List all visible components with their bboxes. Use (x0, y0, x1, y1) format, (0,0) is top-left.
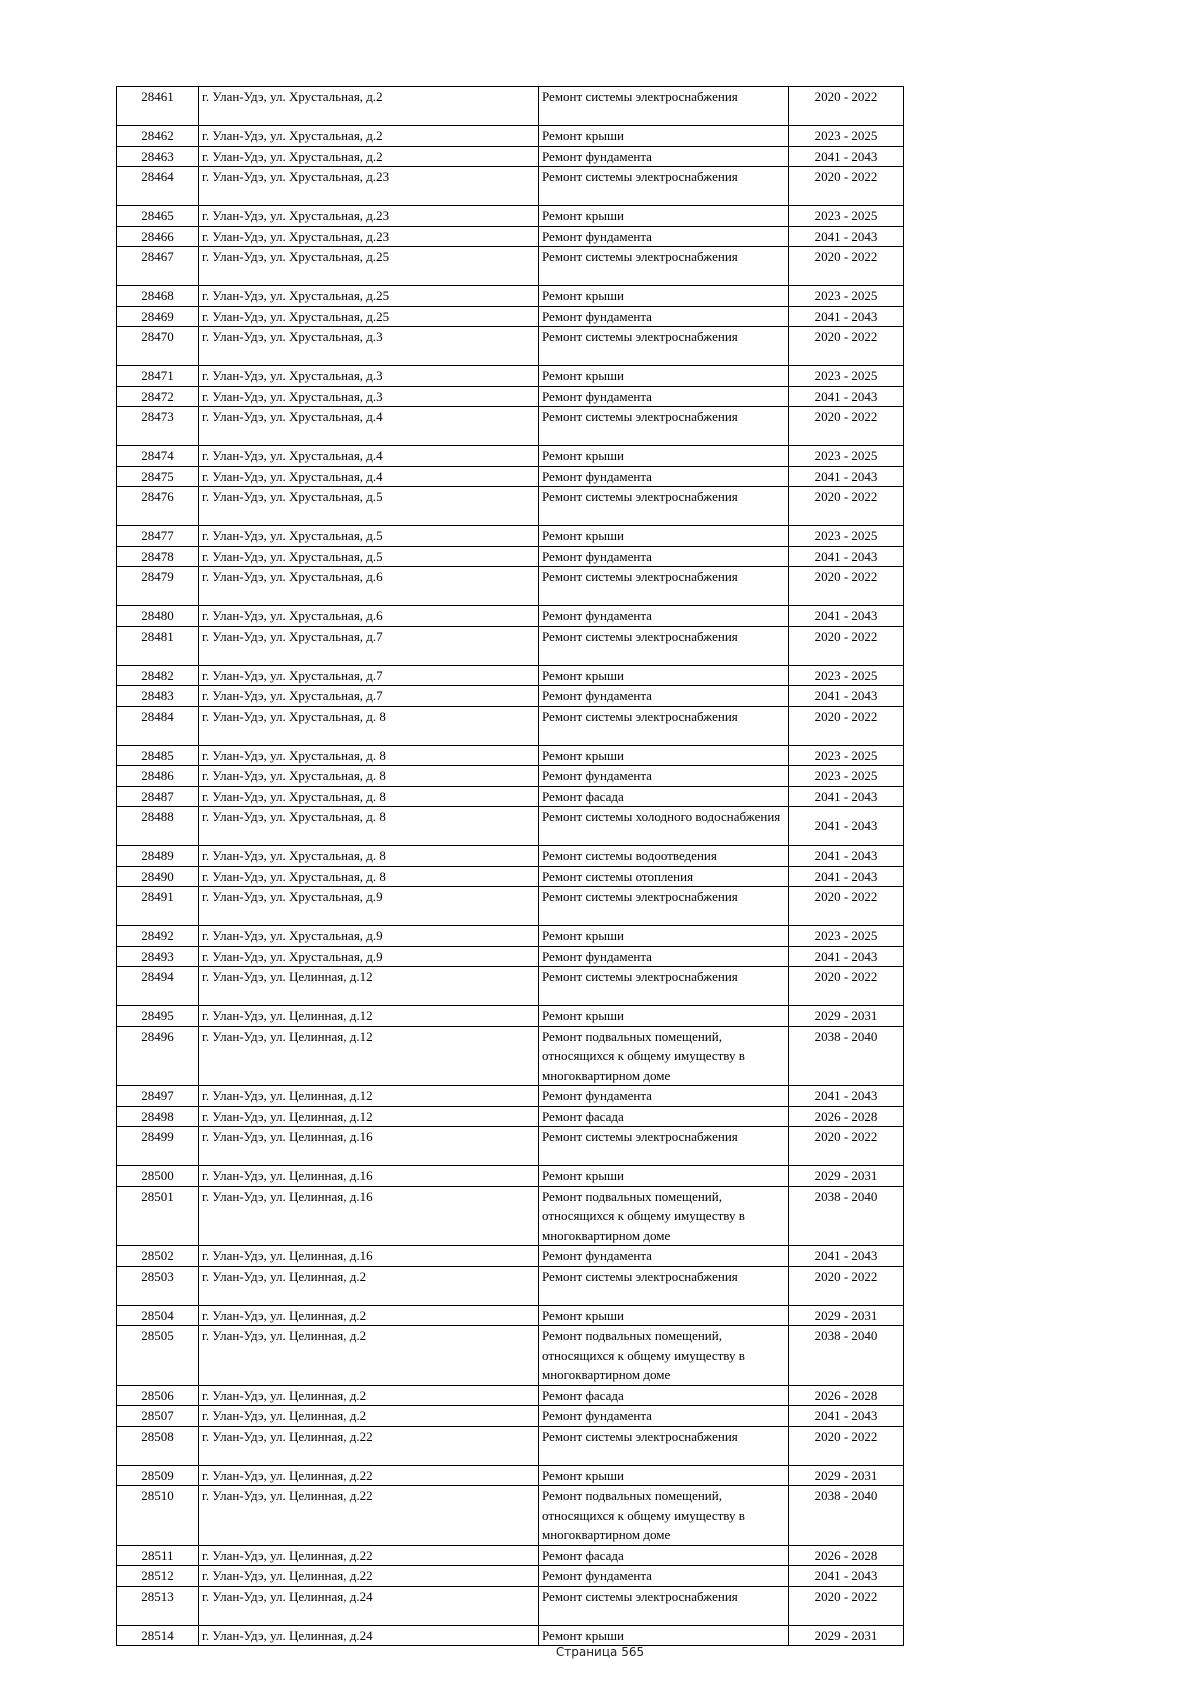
work-type-cell: Ремонт крыши (539, 665, 789, 686)
period-cell: 2023 - 2025 (789, 446, 904, 467)
work-type-cell: Ремонт системы электроснабжения (539, 706, 789, 745)
work-type-cell: Ремонт системы отопления (539, 866, 789, 887)
work-type-cell: Ремонт фундамента (539, 546, 789, 567)
row-id-cell: 28463 (117, 146, 199, 167)
period-cell: 2020 - 2022 (789, 1127, 904, 1166)
work-type-cell: Ремонт системы электроснабжения (539, 1266, 789, 1305)
row-id-cell: 28481 (117, 626, 199, 665)
address-cell: г. Улан-Удэ, ул. Хрустальная, д. 8 (199, 766, 539, 787)
table-row (117, 1625, 904, 1646)
address-cell: г. Улан-Удэ, ул. Целинная, д.22 (199, 1426, 539, 1465)
address-cell: г. Улан-Удэ, ул. Хрустальная, д.3 (199, 327, 539, 366)
table-row (117, 786, 904, 807)
period-cell: 2023 - 2025 (789, 286, 904, 307)
table-row (117, 386, 904, 407)
period-cell: 2041 - 2043 (789, 226, 904, 247)
table-row (117, 366, 904, 387)
work-type-cell: Ремонт фундамента (539, 1246, 789, 1267)
table-row (117, 1586, 904, 1625)
table-row (117, 626, 904, 665)
period-cell: 2041 - 2043 (789, 1566, 904, 1587)
address-cell: г. Улан-Удэ, ул. Целинная, д.2 (199, 1406, 539, 1427)
table-row (117, 926, 904, 947)
row-id-cell: 28514 (117, 1625, 199, 1646)
table-row (117, 407, 904, 446)
work-type-cell: Ремонт фундамента (539, 1566, 789, 1587)
table-row (117, 1166, 904, 1187)
period-cell: 2023 - 2025 (789, 206, 904, 227)
period-cell: 2029 - 2031 (789, 1625, 904, 1646)
period-cell: 2020 - 2022 (789, 887, 904, 926)
work-type-cell: Ремонт крыши (539, 745, 789, 766)
table-row (117, 1465, 904, 1486)
work-type-cell: Ремонт фасада (539, 1385, 789, 1406)
table-row (117, 226, 904, 247)
row-id-cell: 28482 (117, 665, 199, 686)
address-cell: г. Улан-Удэ, ул. Хрустальная, д.3 (199, 366, 539, 387)
period-cell: 2041 - 2043 (789, 386, 904, 407)
address-cell: г. Улан-Удэ, ул. Хрустальная, д.3 (199, 386, 539, 407)
row-id-cell: 28464 (117, 167, 199, 206)
table-row (117, 1385, 904, 1406)
table-row (117, 807, 904, 846)
address-cell: г. Улан-Удэ, ул. Целинная, д.22 (199, 1486, 539, 1546)
work-type-cell: Ремонт крыши (539, 1465, 789, 1486)
work-type-cell: Ремонт системы холодного водоснабжения (539, 807, 789, 846)
work-type-cell: Ремонт фасада (539, 786, 789, 807)
work-type-cell: Ремонт системы электроснабжения (539, 167, 789, 206)
work-type-cell: Ремонт крыши (539, 206, 789, 227)
address-cell: г. Улан-Удэ, ул. Хрустальная, д. 8 (199, 745, 539, 766)
period-cell: 2020 - 2022 (789, 706, 904, 745)
row-id-cell: 28491 (117, 887, 199, 926)
period-cell: 2041 - 2043 (789, 606, 904, 627)
table-row (117, 1086, 904, 1107)
table-row (117, 946, 904, 967)
address-cell: г. Улан-Удэ, ул. Целинная, д.22 (199, 1545, 539, 1566)
table-row (117, 567, 904, 606)
table-row (117, 87, 904, 126)
address-cell: г. Улан-Удэ, ул. Целинная, д.24 (199, 1586, 539, 1625)
row-id-cell: 28471 (117, 366, 199, 387)
row-id-cell: 28510 (117, 1486, 199, 1546)
row-id-cell: 28477 (117, 526, 199, 547)
table-row (117, 286, 904, 307)
address-cell: г. Улан-Удэ, ул. Целинная, д.2 (199, 1385, 539, 1406)
address-cell: г. Улан-Удэ, ул. Целинная, д.16 (199, 1186, 539, 1246)
work-type-cell: Ремонт системы электроснабжения (539, 327, 789, 366)
row-id-cell: 28487 (117, 786, 199, 807)
table-row (117, 1006, 904, 1027)
period-cell: 2023 - 2025 (789, 665, 904, 686)
address-cell: г. Улан-Удэ, ул. Хрустальная, д.4 (199, 407, 539, 446)
table-row (117, 606, 904, 627)
period-cell: 2041 - 2043 (789, 686, 904, 707)
work-type-cell: Ремонт подвальных помещений, относящихся к общему имуществу в многоквартирном доме (539, 1326, 789, 1386)
work-type-cell: Ремонт фундамента (539, 466, 789, 487)
work-type-cell: Ремонт системы электроснабжения (539, 1127, 789, 1166)
row-id-cell: 28493 (117, 946, 199, 967)
period-cell: 2026 - 2028 (789, 1545, 904, 1566)
period-cell: 2020 - 2022 (789, 327, 904, 366)
address-cell: г. Улан-Удэ, ул. Хрустальная, д.6 (199, 567, 539, 606)
row-id-cell: 28485 (117, 745, 199, 766)
row-id-cell: 28465 (117, 206, 199, 227)
period-cell: 2041 - 2043 (789, 846, 904, 867)
period-cell: 2041 - 2043 (789, 1406, 904, 1427)
period-cell: 2038 - 2040 (789, 1186, 904, 1246)
row-id-cell: 28509 (117, 1465, 199, 1486)
address-cell: г. Улан-Удэ, ул. Хрустальная, д.2 (199, 146, 539, 167)
row-id-cell: 28480 (117, 606, 199, 627)
address-cell: г. Улан-Удэ, ул. Хрустальная, д. 8 (199, 786, 539, 807)
table-row (117, 526, 904, 547)
period-cell: 2041 - 2043 (789, 786, 904, 807)
period-cell: 2041 - 2043 (789, 946, 904, 967)
address-cell: г. Улан-Удэ, ул. Целинная, д.12 (199, 1026, 539, 1086)
address-cell: г. Улан-Удэ, ул. Целинная, д.12 (199, 1006, 539, 1027)
work-type-cell: Ремонт фундамента (539, 1086, 789, 1107)
address-cell: г. Улан-Удэ, ул. Хрустальная, д.2 (199, 126, 539, 147)
address-cell: г. Улан-Удэ, ул. Хрустальная, д.23 (199, 226, 539, 247)
period-cell: 2023 - 2025 (789, 926, 904, 947)
row-id-cell: 28467 (117, 247, 199, 286)
work-type-cell: Ремонт фундамента (539, 226, 789, 247)
period-cell: 2020 - 2022 (789, 87, 904, 126)
row-id-cell: 28508 (117, 1426, 199, 1465)
address-cell: г. Улан-Удэ, ул. Целинная, д.24 (199, 1625, 539, 1646)
row-id-cell: 28494 (117, 967, 199, 1006)
table-row (117, 846, 904, 867)
table-row (117, 466, 904, 487)
work-type-cell: Ремонт фасада (539, 1545, 789, 1566)
work-type-cell: Ремонт крыши (539, 526, 789, 547)
period-cell: 2029 - 2031 (789, 1465, 904, 1486)
row-id-cell: 28483 (117, 686, 199, 707)
table-row (117, 1326, 904, 1386)
table-row (117, 1406, 904, 1427)
work-type-cell: Ремонт крыши (539, 926, 789, 947)
table-row (117, 1266, 904, 1305)
row-id-cell: 28478 (117, 546, 199, 567)
address-cell: г. Улан-Удэ, ул. Хрустальная, д.23 (199, 206, 539, 227)
period-cell: 2041 - 2043 (789, 546, 904, 567)
address-cell: г. Улан-Удэ, ул. Хрустальная, д.4 (199, 466, 539, 487)
address-cell: г. Улан-Удэ, ул. Целинная, д.16 (199, 1246, 539, 1267)
row-id-cell: 28499 (117, 1127, 199, 1166)
work-type-cell: Ремонт крыши (539, 1625, 789, 1646)
period-cell: 2041 - 2043 (789, 466, 904, 487)
table-row (117, 665, 904, 686)
address-cell: г. Улан-Удэ, ул. Хрустальная, д.7 (199, 686, 539, 707)
table-row (117, 1545, 904, 1566)
row-id-cell: 28497 (117, 1086, 199, 1107)
row-id-cell: 28461 (117, 87, 199, 126)
work-type-cell: Ремонт крыши (539, 286, 789, 307)
work-type-cell: Ремонт фундамента (539, 306, 789, 327)
work-type-cell: Ремонт подвальных помещений, относящихся к общему имуществу в многоквартирном доме (539, 1186, 789, 1246)
address-cell: г. Улан-Удэ, ул. Целинная, д.12 (199, 1086, 539, 1107)
row-id-cell: 28472 (117, 386, 199, 407)
table-row (117, 487, 904, 526)
row-id-cell: 28501 (117, 1186, 199, 1246)
work-type-cell: Ремонт системы электроснабжения (539, 247, 789, 286)
table-row (117, 1106, 904, 1127)
period-cell: 2020 - 2022 (789, 626, 904, 665)
table-row (117, 1246, 904, 1267)
period-cell: 2023 - 2025 (789, 366, 904, 387)
row-id-cell: 28503 (117, 1266, 199, 1305)
row-id-cell: 28489 (117, 846, 199, 867)
address-cell: г. Улан-Удэ, ул. Целинная, д.2 (199, 1326, 539, 1386)
table-row (117, 866, 904, 887)
period-cell: 2041 - 2043 (789, 1086, 904, 1107)
row-id-cell: 28500 (117, 1166, 199, 1187)
address-cell: г. Улан-Удэ, ул. Хрустальная, д.23 (199, 167, 539, 206)
address-cell: г. Улан-Удэ, ул. Хрустальная, д.9 (199, 887, 539, 926)
period-cell: 2023 - 2025 (789, 126, 904, 147)
address-cell: г. Улан-Удэ, ул. Целинная, д.2 (199, 1305, 539, 1326)
period-cell: 2023 - 2025 (789, 745, 904, 766)
address-cell: г. Улан-Удэ, ул. Хрустальная, д.5 (199, 546, 539, 567)
period-cell: 2020 - 2022 (789, 1586, 904, 1625)
table-row (117, 247, 904, 286)
table-row (117, 1566, 904, 1587)
repair-schedule-table (116, 86, 904, 1646)
row-id-cell: 28512 (117, 1566, 199, 1587)
work-type-cell: Ремонт крыши (539, 446, 789, 467)
address-cell: г. Улан-Удэ, ул. Хрустальная, д.9 (199, 946, 539, 967)
address-cell: г. Улан-Удэ, ул. Хрустальная, д. 8 (199, 807, 539, 846)
row-id-cell: 28466 (117, 226, 199, 247)
period-cell: 2038 - 2040 (789, 1326, 904, 1386)
table-row (117, 167, 904, 206)
row-id-cell: 28492 (117, 926, 199, 947)
period-cell: 2020 - 2022 (789, 167, 904, 206)
table-row (117, 1426, 904, 1465)
period-cell: 2041 - 2043 (789, 306, 904, 327)
row-id-cell: 28475 (117, 466, 199, 487)
page-number: Страница 565 (555, 1645, 645, 1659)
address-cell: г. Улан-Удэ, ул. Хрустальная, д.7 (199, 665, 539, 686)
work-type-cell: Ремонт фундамента (539, 1406, 789, 1427)
work-type-cell: Ремонт фасада (539, 1106, 789, 1127)
table-row (117, 126, 904, 147)
row-id-cell: 28502 (117, 1246, 199, 1267)
row-id-cell: 28462 (117, 126, 199, 147)
period-cell: 2029 - 2031 (789, 1305, 904, 1326)
address-cell: г. Улан-Удэ, ул. Хрустальная, д.4 (199, 446, 539, 467)
row-id-cell: 28476 (117, 487, 199, 526)
row-id-cell: 28479 (117, 567, 199, 606)
row-id-cell: 28490 (117, 866, 199, 887)
address-cell: г. Улан-Удэ, ул. Хрустальная, д. 8 (199, 846, 539, 867)
table-row (117, 1026, 904, 1086)
period-cell: 2020 - 2022 (789, 487, 904, 526)
work-type-cell: Ремонт системы электроснабжения (539, 887, 789, 926)
row-id-cell: 28488 (117, 807, 199, 846)
period-cell: 2020 - 2022 (789, 967, 904, 1006)
work-type-cell: Ремонт системы электроснабжения (539, 87, 789, 126)
row-id-cell: 28496 (117, 1026, 199, 1086)
period-cell: 2020 - 2022 (789, 1266, 904, 1305)
address-cell: г. Улан-Удэ, ул. Целинная, д.2 (199, 1266, 539, 1305)
work-type-cell: Ремонт системы электроснабжения (539, 407, 789, 446)
table-row (117, 686, 904, 707)
table-row (117, 306, 904, 327)
address-cell: г. Улан-Удэ, ул. Целинная, д.22 (199, 1465, 539, 1486)
work-type-cell: Ремонт системы электроснабжения (539, 567, 789, 606)
row-id-cell: 28473 (117, 407, 199, 446)
period-cell: 2023 - 2025 (789, 766, 904, 787)
period-cell: 2020 - 2022 (789, 1426, 904, 1465)
address-cell: г. Улан-Удэ, ул. Хрустальная, д.5 (199, 487, 539, 526)
period-cell: 2026 - 2028 (789, 1385, 904, 1406)
row-id-cell: 28484 (117, 706, 199, 745)
table-body (117, 87, 904, 1646)
row-id-cell: 28474 (117, 446, 199, 467)
work-type-cell: Ремонт крыши (539, 126, 789, 147)
table-row (117, 706, 904, 745)
row-id-cell: 28469 (117, 306, 199, 327)
row-id-cell: 28506 (117, 1385, 199, 1406)
work-type-cell: Ремонт системы электроснабжения (539, 487, 789, 526)
address-cell: г. Улан-Удэ, ул. Целинная, д.22 (199, 1566, 539, 1587)
work-type-cell: Ремонт подвальных помещений, относящихся к общему имуществу в многоквартирном доме (539, 1486, 789, 1546)
table-row (117, 546, 904, 567)
period-cell: 2041 - 2043 (789, 146, 904, 167)
address-cell: г. Улан-Удэ, ул. Хрустальная, д. 8 (199, 706, 539, 745)
work-type-cell: Ремонт фундамента (539, 146, 789, 167)
work-type-cell: Ремонт крыши (539, 1166, 789, 1187)
period-cell: 2020 - 2022 (789, 407, 904, 446)
work-type-cell: Ремонт системы электроснабжения (539, 626, 789, 665)
work-type-cell: Ремонт фундамента (539, 946, 789, 967)
table-row (117, 206, 904, 227)
address-cell: г. Улан-Удэ, ул. Хрустальная, д.2 (199, 87, 539, 126)
row-id-cell: 28511 (117, 1545, 199, 1566)
work-type-cell: Ремонт подвальных помещений, относящихся к общему имуществу в многоквартирном доме (539, 1026, 789, 1086)
period-cell: 2026 - 2028 (789, 1106, 904, 1127)
address-cell: г. Улан-Удэ, ул. Целинная, д.16 (199, 1166, 539, 1187)
table-row (117, 967, 904, 1006)
row-id-cell: 28486 (117, 766, 199, 787)
period-cell: 2038 - 2040 (789, 1026, 904, 1086)
row-id-cell: 28498 (117, 1106, 199, 1127)
row-id-cell: 28504 (117, 1305, 199, 1326)
address-cell: г. Улан-Удэ, ул. Хрустальная, д.25 (199, 286, 539, 307)
work-type-cell: Ремонт крыши (539, 1305, 789, 1326)
period-cell: 2041 - 2043 (789, 807, 904, 846)
work-type-cell: Ремонт фундамента (539, 686, 789, 707)
address-cell: г. Улан-Удэ, ул. Хрустальная, д.9 (199, 926, 539, 947)
address-cell: г. Улан-Удэ, ул. Хрустальная, д.25 (199, 247, 539, 286)
table-row (117, 327, 904, 366)
row-id-cell: 28507 (117, 1406, 199, 1427)
work-type-cell: Ремонт крыши (539, 1006, 789, 1027)
table-row (117, 1186, 904, 1246)
address-cell: г. Улан-Удэ, ул. Целинная, д.16 (199, 1127, 539, 1166)
work-type-cell: Ремонт системы водоотведения (539, 846, 789, 867)
work-type-cell: Ремонт фундамента (539, 606, 789, 627)
address-cell: г. Улан-Удэ, ул. Хрустальная, д. 8 (199, 866, 539, 887)
address-cell: г. Улан-Удэ, ул. Хрустальная, д.6 (199, 606, 539, 627)
period-cell: 2041 - 2043 (789, 866, 904, 887)
work-type-cell: Ремонт фундамента (539, 766, 789, 787)
work-type-cell: Ремонт крыши (539, 366, 789, 387)
work-type-cell: Ремонт системы электроснабжения (539, 967, 789, 1006)
address-cell: г. Улан-Удэ, ул. Целинная, д.12 (199, 1106, 539, 1127)
period-cell: 2041 - 2043 (789, 1246, 904, 1267)
table-row (117, 146, 904, 167)
table-row (117, 887, 904, 926)
row-id-cell: 28505 (117, 1326, 199, 1386)
period-cell: 2029 - 2031 (789, 1166, 904, 1187)
work-type-cell: Ремонт системы электроснабжения (539, 1426, 789, 1465)
period-cell: 2029 - 2031 (789, 1006, 904, 1027)
table-row (117, 1305, 904, 1326)
row-id-cell: 28513 (117, 1586, 199, 1625)
address-cell: г. Улан-Удэ, ул. Хрустальная, д.25 (199, 306, 539, 327)
address-cell: г. Улан-Удэ, ул. Хрустальная, д.7 (199, 626, 539, 665)
address-cell: г. Улан-Удэ, ул. Целинная, д.12 (199, 967, 539, 1006)
row-id-cell: 28468 (117, 286, 199, 307)
row-id-cell: 28470 (117, 327, 199, 366)
table-row (117, 766, 904, 787)
period-cell: 2038 - 2040 (789, 1486, 904, 1546)
table-row (117, 446, 904, 467)
period-cell: 2020 - 2022 (789, 567, 904, 606)
address-cell: г. Улан-Удэ, ул. Хрустальная, д.5 (199, 526, 539, 547)
table-row (117, 745, 904, 766)
work-type-cell: Ремонт системы электроснабжения (539, 1586, 789, 1625)
row-id-cell: 28495 (117, 1006, 199, 1027)
period-cell: 2023 - 2025 (789, 526, 904, 547)
period-cell: 2020 - 2022 (789, 247, 904, 286)
table-row (117, 1486, 904, 1546)
work-type-cell: Ремонт фундамента (539, 386, 789, 407)
table-row (117, 1127, 904, 1166)
